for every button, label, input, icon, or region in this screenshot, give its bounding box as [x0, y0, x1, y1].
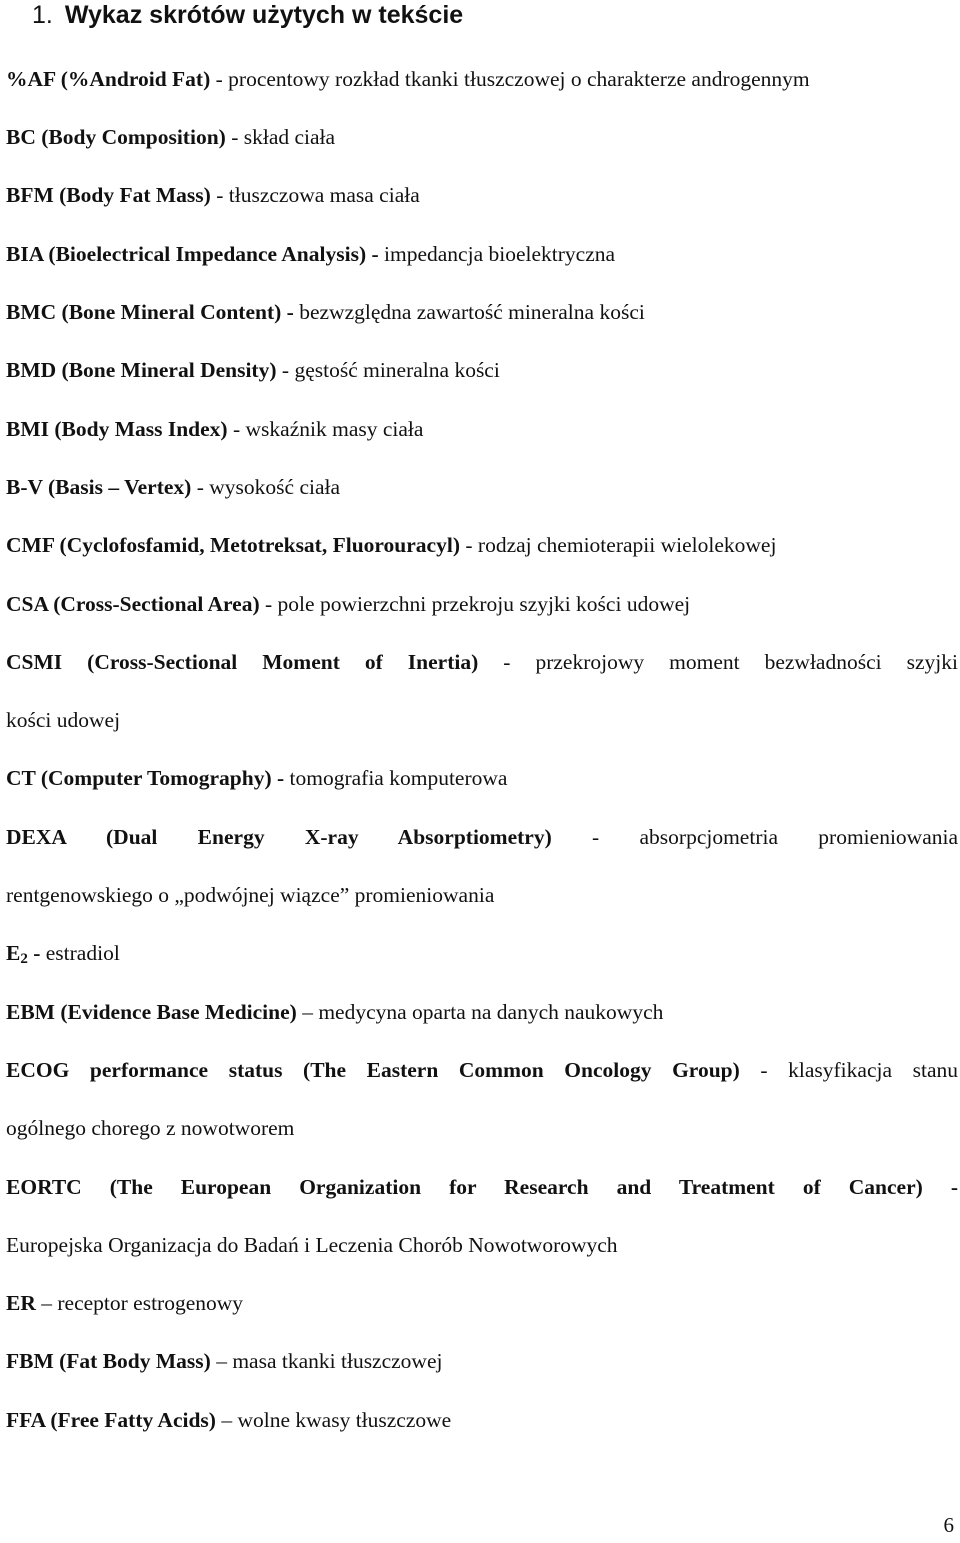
abbreviation-entry — [6, 166, 958, 224]
abbreviation-term: BC (Body Composition) — [6, 125, 226, 149]
abbreviation-definition: skład ciała — [243, 125, 336, 149]
abbreviation-term: FFA (Free Fatty Acids) — [6, 1408, 216, 1432]
abbreviation-entry — [6, 108, 958, 166]
abbreviation-term: BIA (Bioelectrical Impedance Analysis) - — [6, 242, 379, 266]
separator: - — [739, 1058, 789, 1082]
abbreviation-subscript: 2 — [20, 951, 28, 967]
abbreviation-definition: gęstość mineralna kości — [294, 358, 500, 382]
abbreviation-entry — [6, 983, 958, 1041]
abbreviation-definition: medycyna oparta na danych naukowych — [318, 1000, 664, 1024]
abbreviation-definition: przekrojowy moment bezwładności szyjki — [535, 650, 958, 674]
abbreviation-entry — [6, 1041, 958, 1099]
separator: - — [460, 533, 478, 557]
abbreviation-entry — [6, 283, 958, 341]
page-number: 6 — [943, 1513, 954, 1537]
abbreviation-entry — [6, 341, 958, 399]
abbreviation-entry — [6, 633, 958, 691]
abbreviation-term — [6, 941, 40, 965]
abbreviation-term: CT (Computer Tomography) - — [6, 766, 285, 790]
abbreviation-definition: klasyfikacja stanu — [788, 1058, 958, 1082]
abbreviation-term: ECOG performance status (The Eastern Common Oncology Group) — [6, 1058, 740, 1082]
abbreviation-term: CSA (Cross-Sectional Area) — [6, 592, 260, 616]
abbreviation-definition: estradiol — [45, 941, 120, 965]
abbreviation-term: BMD (Bone Mineral Density) — [6, 358, 277, 382]
abbreviation-letter: E — [6, 941, 21, 965]
abbreviation-definition: rodzaj chemioterapii wielolekowej — [477, 533, 777, 557]
abbreviation-definition: procentowy rozkład tkanki tłuszczowej o charakterze androgennym — [228, 67, 810, 91]
separator: - — [259, 592, 278, 616]
abbreviation-definition-continued: rentgenowskiego o „podwójnej wiązce” promieniowania — [6, 883, 495, 907]
abbreviation-term: EORTC (The European Organization for Research and Treatment of Cancer) - — [6, 1175, 958, 1199]
abbreviation-definition: tłuszczowa masa ciała — [228, 183, 420, 207]
abbreviation-definition: bezwzględna zawartość mineralna kości — [299, 300, 645, 324]
abbreviation-term: FBM (Fat Body Mass) — [6, 1349, 211, 1373]
abbreviation-entry — [6, 516, 958, 574]
abbreviation-definition: wolne kwasy tłuszczowe — [237, 1408, 452, 1432]
separator: – — [35, 1291, 58, 1315]
separator: - — [225, 125, 244, 149]
separator: – — [296, 1000, 319, 1024]
abbreviation-term: BMI (Body Mass Index) — [6, 417, 228, 441]
separator: - — [210, 67, 229, 91]
abbreviation-definition: impedancja bioelektryczna — [384, 242, 616, 266]
abbreviation-definition-continued: Europejska Organizacja do Badań i Leczenia Chorób Nowotworowych — [6, 1233, 618, 1257]
abbreviation-term: %AF (%Android Fat) — [6, 67, 211, 91]
abbreviation-definition: wysokość ciała — [209, 475, 341, 499]
abbreviation-entry — [6, 1274, 958, 1332]
section-number: 1. — [32, 1, 53, 29]
abbreviation-definition-continued: ogólnego chorego z nowotworem — [6, 1116, 295, 1140]
separator: - — [210, 183, 229, 207]
abbreviation-entry — [6, 575, 958, 633]
section-heading — [32, 0, 463, 30]
abbreviation-term: BMC (Bone Mineral Content) - — [6, 300, 294, 324]
abbreviation-term: ER — [6, 1291, 36, 1315]
abbreviation-entry — [6, 400, 958, 458]
abbreviation-term: BFM (Body Fat Mass) — [6, 183, 211, 207]
abbreviation-term: EBM (Evidence Base Medicine) — [6, 1000, 297, 1024]
separator: - — [191, 475, 210, 499]
abbreviation-term: CMF (Cyclofosfamid, Metotreksat, Fluorouracyl) — [6, 533, 460, 557]
abbreviation-entry — [6, 1332, 958, 1390]
separator: - — [276, 358, 295, 382]
abbreviation-entry — [6, 749, 958, 807]
section-title: Wykaz skrótów użytych w tekście — [64, 1, 464, 29]
abbreviation-term: CSMI (Cross-Sectional Moment of Inertia) — [6, 650, 479, 674]
abbreviation-entry — [6, 225, 958, 283]
abbreviation-definition: tomografia komputerowa — [289, 766, 508, 790]
separator: – — [210, 1349, 233, 1373]
abbreviation-dash: - — [27, 941, 41, 965]
abbreviation-definition-continued: kości udowej — [6, 708, 121, 732]
separator: - — [227, 417, 246, 441]
abbreviation-definition: wskaźnik masy ciała — [245, 417, 424, 441]
abbreviation-entry — [6, 808, 958, 866]
abbreviation-entry — [6, 50, 958, 108]
abbreviation-entry — [6, 458, 958, 516]
abbreviation-entry — [6, 1158, 958, 1216]
abbreviation-entry — [6, 1391, 958, 1449]
abbreviation-entry — [6, 924, 958, 988]
separator: - — [478, 650, 536, 674]
separator: – — [215, 1408, 238, 1432]
abbreviation-definition: pole powierzchni przekroju szyjki kości udowej — [277, 592, 691, 616]
abbreviation-term: B-V (Basis – Vertex) — [6, 475, 192, 499]
separator: - — [551, 825, 640, 849]
abbreviation-definition: absorpcjometria promieniowania — [639, 825, 958, 849]
abbreviation-term: DEXA (Dual Energy X-ray Absorptiometry) — [6, 825, 552, 849]
abbreviation-definition: receptor estrogenowy — [57, 1291, 244, 1315]
abbreviation-definition: masa tkanki tłuszczowej — [232, 1349, 443, 1373]
